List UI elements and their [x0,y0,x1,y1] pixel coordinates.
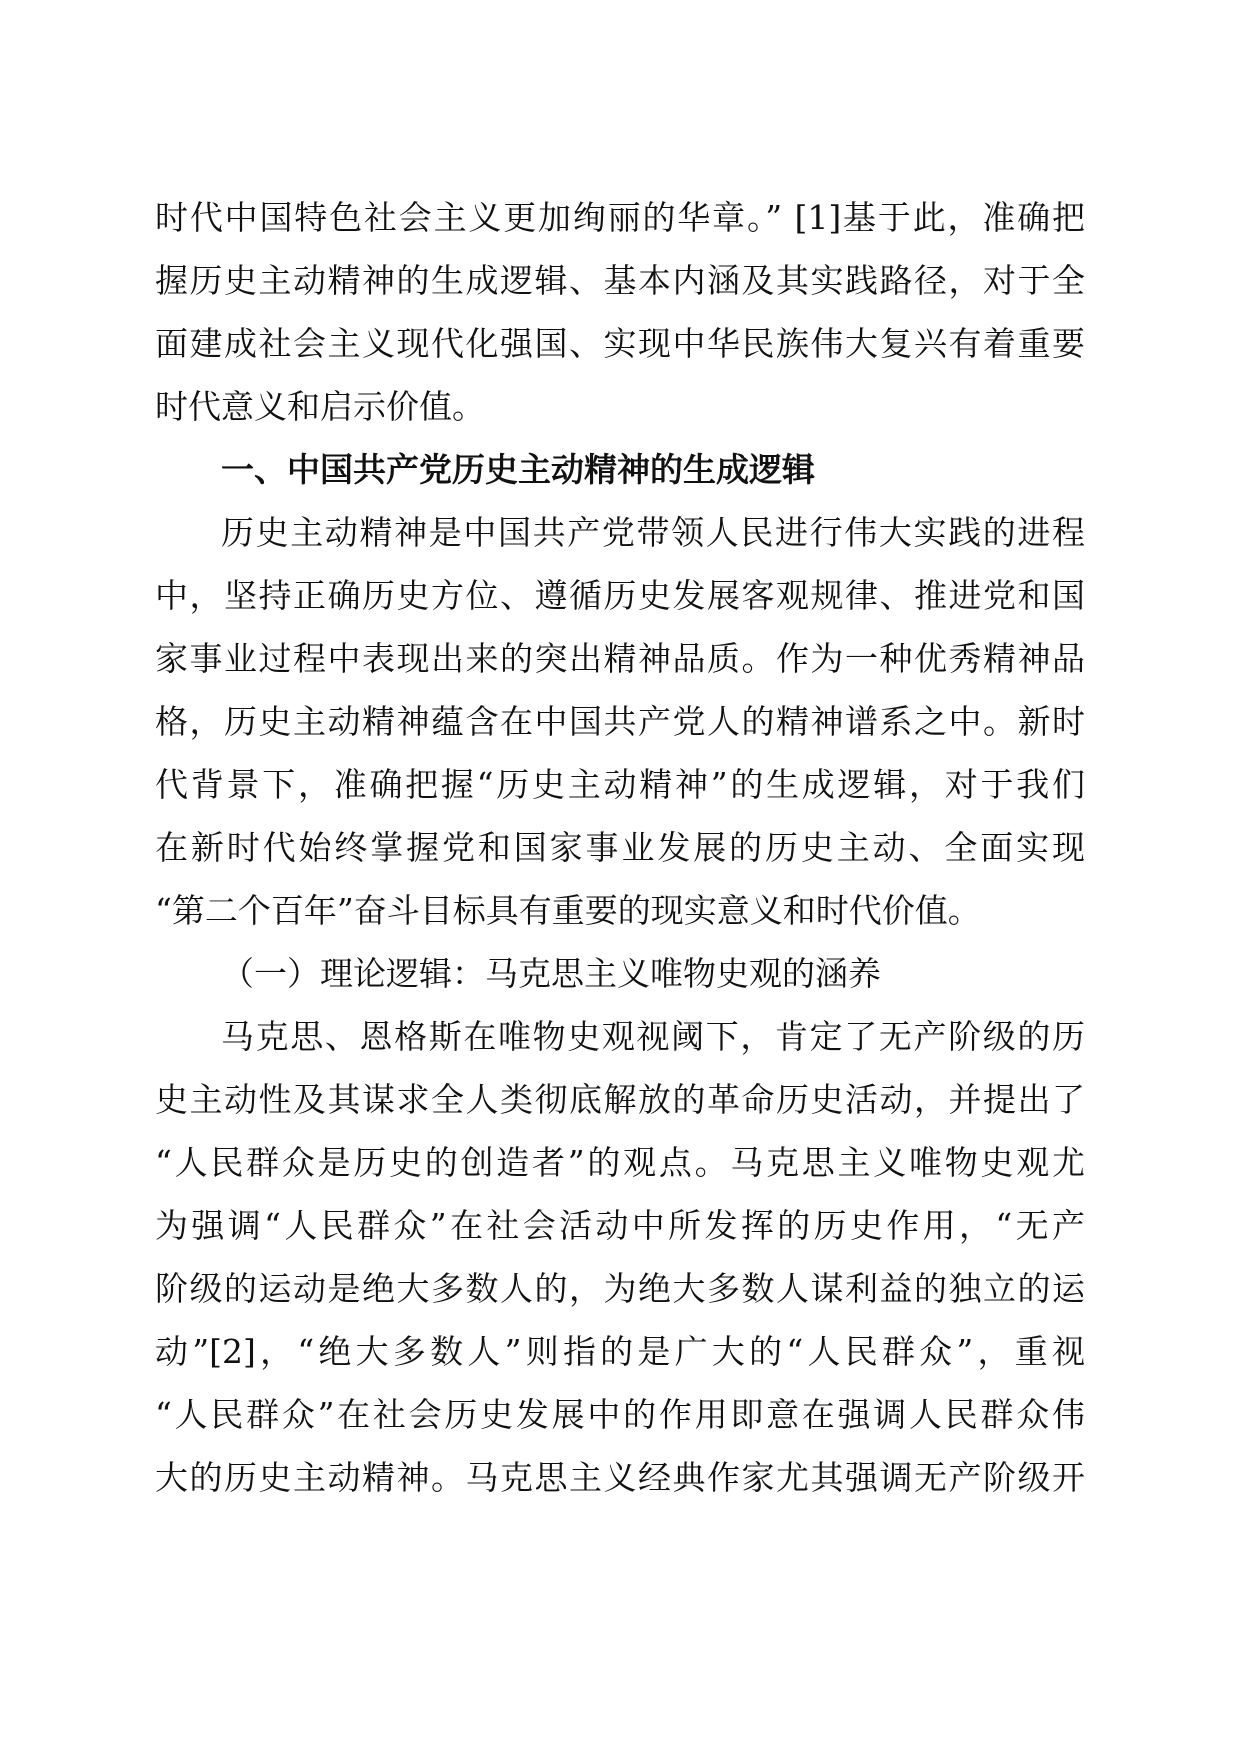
paragraph-line: “第二个百年”奋斗目标具有重要的现实意义和时代价值。 [155,891,981,930]
paragraph-line: 时代意义和启示价值。 [155,387,485,426]
paragraph-1 [155,501,1085,942]
paragraph-line: 格，历史主动精神蕴含在中国共产党人的精神谱系之中。新时 [155,702,1085,741]
paragraph-line: “人民群众”在社会历史发展中的作用即意在强调人民群众伟 [155,1395,1085,1434]
paragraph-line: 阶级的运动是绝大多数人的，为绝大多数人谋利益的独立的运 [155,1269,1085,1308]
paragraph-intro [155,186,1085,438]
paragraph-line: 家事业过程中表现出来的突出精神品质。作为一种优秀精神品 [155,639,1085,678]
section-heading: 一、中国共产党历史主动精神的生成逻辑 [221,450,815,489]
paragraph-line: 历史主动精神是中国共产党带领人民进行伟大实践的进程 [221,513,1085,552]
paragraph-line: 为强调“人民群众”在社会活动中所发挥的历史作用，“无产 [155,1206,1085,1245]
paragraph-line: 面建成社会主义现代化强国、实现中华民族伟大复兴有着重要 [155,324,1085,363]
paragraph-line: 中，坚持正确历史方位、遵循历史发展客观规律、推进党和国 [155,576,1085,615]
paragraph-line: 大的历史主动精神。马克思主义经典作家尤其强调无产阶级开 [155,1458,1085,1497]
paragraph-line: 动”[2]，“绝大多数人”则指的是广大的“人民群众”，重视 [155,1332,1085,1371]
paragraph-line: 马克思、恩格斯在唯物史观视阈下，肯定了无产阶级的历 [221,1017,1085,1056]
paragraph-line: 握历史主动精神的生成逻辑、基本内涵及其实践路径，对于全 [155,261,1085,300]
paragraph-2 [155,1005,1085,1509]
paragraph-line: 代背景下，准确把握“历史主动精神”的生成逻辑，对于我们 [155,765,1085,804]
paragraph-line: 在新时代始终掌握党和国家事业发展的历史主动、全面实现 [155,828,1085,867]
paragraph-line: 时代中国特色社会主义更加绚丽的华章。” [1]基于此，准确把 [155,198,1085,237]
paragraph-line: “人民群众是历史的创造者”的观点。马克思主义唯物史观尤 [155,1143,1085,1182]
paragraph-line: 史主动性及其谋求全人类彻底解放的革命历史活动，并提出了 [155,1080,1085,1119]
document-page [155,186,1085,1509]
subsection-heading: （一）理论逻辑：马克思主义唯物史观的涵养 [221,954,881,993]
